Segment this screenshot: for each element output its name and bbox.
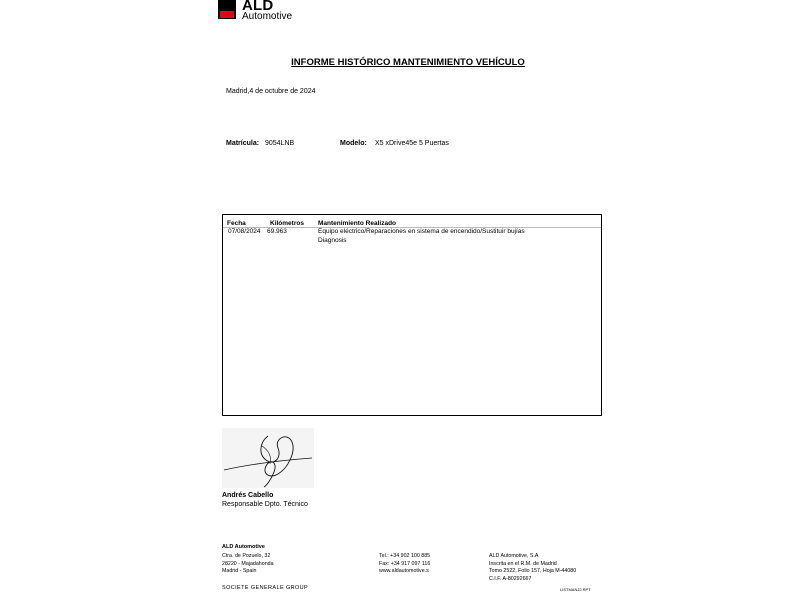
footer-contact [379, 553, 430, 576]
ald-logo-mark [218, 0, 236, 19]
row-date: 07/08/2024 [228, 228, 261, 235]
plate-value: 9054LNB [265, 140, 295, 147]
model-label: Modelo: [340, 140, 367, 147]
footer-fax: Fax: +34 917 097 116 [379, 560, 431, 567]
model-value: X5 xDrive45e 5 Puertas [375, 140, 449, 147]
footer-phone: Tel.: +34 902 100 885 [379, 553, 431, 559]
footer-address-line: Ctra. de Pozuelo, 32 [222, 553, 271, 559]
row-maintenance-line-2: Diagnosis [318, 237, 347, 244]
footer-legal-line: C.I.F. A-80292667 [489, 575, 532, 582]
footer-company: ALD Automotive [222, 544, 265, 550]
header-maintenance: Mantenimiento Realizado [318, 220, 397, 227]
signer-name: Andrés Cabello [222, 492, 274, 499]
footer-legal-line: Tomo 2522, Folio 157, Hoja M-44080 [489, 568, 577, 575]
signature-image [222, 428, 314, 488]
header-date: Fecha [227, 220, 246, 227]
report-date: Madrid,4 de octubre de 2024 [226, 88, 316, 95]
footer-report-ref: LISTMANJ2.RPT [560, 587, 591, 592]
footer-legal-line: Inscrita en el R.M. de Madrid [489, 560, 557, 567]
logo-subtitle: Automotive [242, 11, 293, 22]
footer-address-line: 28220 - Majadahonda [222, 560, 274, 567]
signer-role: Responsable Dpto. Técnico [222, 501, 308, 508]
header-km: Kilómetros [270, 220, 304, 227]
footer-legal [489, 553, 576, 583]
maintenance-table [222, 214, 602, 416]
plate-label: Matrícula: [226, 140, 260, 147]
footer-address-line: Madrid - Spain [222, 568, 257, 575]
footer-group: SOCIETE GENERALE GROUP [222, 585, 309, 591]
footer-website: www.aldautomotive.s [379, 568, 429, 575]
row-maintenance-line-1: Equipo eléctrico/Reparaciones en sistema de encendido/Sustituir bujías [318, 228, 525, 235]
logo-name: ALD [242, 0, 274, 14]
footer-legal-line: ALD Automotive, S.A [489, 553, 539, 559]
report-title: INFORME HISTÓRICO MANTENIMIENTO VEHÍCULO [291, 57, 525, 68]
footer-address [222, 553, 274, 576]
row-km: 69.963 [267, 228, 287, 235]
